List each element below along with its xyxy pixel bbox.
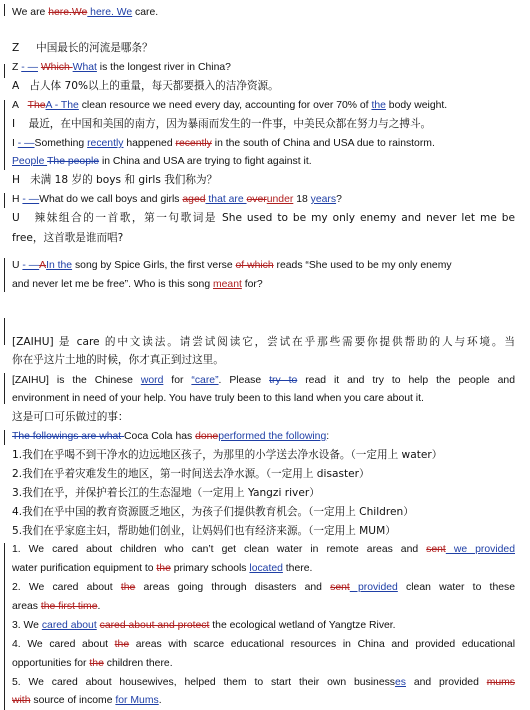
text-line <box>12 259 515 272</box>
text-run: is the longest river in China? <box>96 62 231 73</box>
text-run: 3.我们在乎，并保护着长江的生态湿地（一定用上 Yangzi river） <box>12 487 320 499</box>
text-line <box>12 374 515 387</box>
inserted-text: for Mums <box>115 695 159 706</box>
text-run: clean water to these <box>397 582 515 593</box>
deleted-text: The followings are what <box>12 431 125 442</box>
text-line <box>12 449 515 462</box>
deleted-text: here. <box>48 7 72 18</box>
inserted-text: es <box>395 677 406 688</box>
revision-bar <box>4 64 5 78</box>
text-line <box>12 118 515 131</box>
text-run: and provided <box>405 677 487 688</box>
deleted-text: The people <box>47 156 100 167</box>
text-run: 2.我们在乎着灾难发生的地区，第一时间送去净水源。（一定用上 disaster） <box>12 468 370 480</box>
inserted-text: In the <box>46 260 73 271</box>
text-line <box>12 487 515 500</box>
text-run: areas with scarce educational resources in China and provided educational <box>129 639 516 650</box>
text-run: read it and try to help the people and <box>297 375 515 386</box>
text-run: I <box>12 138 18 149</box>
text-run: areas <box>12 601 41 612</box>
text-line <box>12 80 515 93</box>
text-run: in China and USA are trying to fight against it. <box>99 156 312 167</box>
inserted-text: - — <box>22 260 40 271</box>
text-line <box>12 99 515 112</box>
inserted-text: recently <box>87 138 124 149</box>
deleted-text: the <box>89 658 104 669</box>
text-run: 4.我们在乎中国的教育资源匮乏地区，为孩子们提供教育机会。（一定用上 Children） <box>12 506 414 518</box>
text-run: care. <box>132 7 159 18</box>
inserted-text: What <box>72 62 97 73</box>
deleted-text: sent <box>330 582 350 593</box>
text-run: Z <box>12 62 22 73</box>
inserted-text: years <box>310 194 337 205</box>
revision-bar <box>4 373 5 404</box>
text-line <box>12 562 515 575</box>
text-line <box>12 155 515 168</box>
text-run: What do we call boys and girls <box>39 194 183 205</box>
inserted-text: here. We <box>87 7 133 18</box>
revision-bar <box>4 318 5 345</box>
text-line <box>12 506 515 519</box>
text-run: environment in need of your help. You have truly been to this land when you care about it. <box>12 393 424 404</box>
text-run: I 最近，在中国和美国的南方，因为暴雨而发生的一件事，中美民众都在努力与之搏斗。 <box>12 118 432 130</box>
text-line <box>12 619 515 632</box>
text-run: . Please <box>218 375 270 386</box>
deleted-text: try to <box>269 375 298 386</box>
text-run: 这是可口可乐做过的事： <box>12 411 129 423</box>
revision-bar <box>4 430 5 445</box>
revision-bar <box>4 258 5 292</box>
text-run: 1.我们在乎喝不到干净水的边远地区孩子，为那里的小学送去净水设备。（一定用上 water） <box>12 449 443 461</box>
inserted-text: “care” <box>191 375 219 386</box>
deleted-text: done <box>195 431 219 442</box>
text-line <box>12 392 515 405</box>
inserted-text: word <box>140 375 164 386</box>
text-run: [ZAIHU] 是 care 的中文读法。请尝试阅读它，尝试在乎那些需要你提供帮助的人与环境。当 <box>12 336 515 348</box>
revision-bar <box>4 100 5 170</box>
text-run: for? <box>241 279 263 290</box>
inserted-text: - — <box>21 62 38 73</box>
text-run: A <box>12 100 28 111</box>
text-run: the ecological wetland of Yangtze River. <box>209 620 396 631</box>
text-line <box>12 278 515 291</box>
text-line <box>12 638 515 651</box>
text-run: song by Spice Girls, the first verse <box>72 260 236 271</box>
text-run: Something <box>34 138 88 149</box>
text-line <box>12 354 515 367</box>
text-line <box>12 174 515 187</box>
text-line <box>12 581 515 594</box>
text-run: . <box>97 601 101 612</box>
inserted-text: we provided <box>445 544 515 555</box>
deleted-text: aged <box>182 194 206 205</box>
revision-bar <box>4 193 5 208</box>
inserted-text: that are <box>205 194 247 205</box>
text-run: : <box>326 431 330 442</box>
text-run: 2. We cared about <box>12 582 121 593</box>
text-run: . <box>158 695 162 706</box>
text-line <box>12 543 515 556</box>
text-run: free，这首歌是谁而唱? <box>12 232 124 244</box>
text-line <box>12 694 515 707</box>
text-run: clean resource we need every day, accounting for over 70% of <box>78 100 372 111</box>
deleted-text: Which <box>40 62 73 73</box>
deleted-text: the <box>156 563 171 574</box>
inserted-text: the <box>371 100 386 111</box>
inserted-text: provided <box>349 582 398 593</box>
text-run: A 占人体 70%以上的重量，每天都要摄入的洁净资源。 <box>12 80 279 92</box>
text-run: Z 中国最长的河流是哪条？ <box>12 42 153 54</box>
text-line <box>12 600 515 613</box>
deleted-text: over <box>246 194 267 205</box>
deleted-text: of which <box>235 260 274 271</box>
text-run: Coca Cola has <box>124 431 196 442</box>
text-run: source of income <box>30 695 116 706</box>
text-run: children there. <box>103 658 173 669</box>
text-line <box>12 411 515 424</box>
text-line <box>12 232 515 245</box>
text-run: there. <box>282 563 313 574</box>
text-run: 5. We cared about housewives, helped them to start their own business <box>12 677 395 688</box>
deleted-text: A <box>39 260 47 271</box>
revision-bar <box>4 4 5 16</box>
text-run: in the south of China and USA due to rainstorm. <box>211 138 435 149</box>
text-line <box>12 212 515 225</box>
inserted-text: meant <box>212 279 242 290</box>
deleted-text: with <box>12 695 31 706</box>
text-run: happened <box>123 138 176 149</box>
text-run: opportunities for <box>12 658 90 669</box>
text-run: for <box>163 375 192 386</box>
text-run: 18 <box>293 194 311 205</box>
deleted-text: The <box>27 100 46 111</box>
text-run: and never let me be free”. Who is this song <box>12 279 213 290</box>
text-run: primary schools <box>170 563 250 574</box>
deleted-text: the <box>120 582 136 593</box>
text-run: We are <box>12 7 49 18</box>
text-line <box>12 61 515 74</box>
deleted-text: the first time <box>40 601 98 612</box>
text-line <box>12 336 515 349</box>
text-line <box>12 137 515 150</box>
text-run: ? <box>336 194 342 205</box>
deleted-text: mums <box>486 677 516 688</box>
inserted-text: - — <box>17 138 35 149</box>
revision-bar <box>4 543 5 710</box>
deleted-text: sent <box>426 544 446 555</box>
text-run: H 未满 18 岁的 boys 和 girls 我们称为？ <box>12 174 218 186</box>
inserted-text: under <box>266 194 294 205</box>
inserted-text: A - The <box>45 100 79 111</box>
text-run: 1. We cared about children who can’t get clean water in remote areas and <box>12 544 427 555</box>
text-run: 4. We cared about <box>12 639 115 650</box>
text-run: water purification equipment to <box>12 563 157 574</box>
text-run: U <box>12 260 23 271</box>
inserted-text: - — <box>22 194 40 205</box>
deleted-text: cared about and protect <box>99 620 210 631</box>
deleted-text: recently <box>175 138 212 149</box>
text-line <box>12 6 515 19</box>
deleted-text: We <box>71 7 88 18</box>
text-line <box>12 430 515 443</box>
text-run: 3. We <box>12 620 42 631</box>
text-run: H <box>12 194 23 205</box>
text-run: 你在乎这片土地的时候，你才真正到过这里。 <box>12 354 224 366</box>
text-run: [ZAIHU] is the Chinese <box>12 375 141 386</box>
inserted-text: cared about <box>41 620 97 631</box>
deleted-text: the <box>114 639 130 650</box>
inserted-text: People <box>12 156 48 167</box>
text-run: reads “She used to be my only enemy <box>273 260 452 271</box>
text-line <box>12 42 515 55</box>
text-run: areas going through disasters and <box>135 582 331 593</box>
text-line <box>12 525 515 538</box>
text-line <box>12 193 515 206</box>
inserted-text: performed the following <box>218 431 327 442</box>
text-line <box>12 468 515 481</box>
text-run: U 辣妹组合的一首歌，第一句歌词是 She used to be my only enemy and never let me be <box>12 212 515 224</box>
text-run: 5.我们在乎家庭主妇，帮助她们创业，让妈妈们也有经济来源。（一定用上 MUM） <box>12 525 396 537</box>
text-run: body weight. <box>385 100 448 111</box>
text-line <box>12 676 515 689</box>
text-line <box>12 657 515 670</box>
inserted-text: located <box>249 563 283 574</box>
